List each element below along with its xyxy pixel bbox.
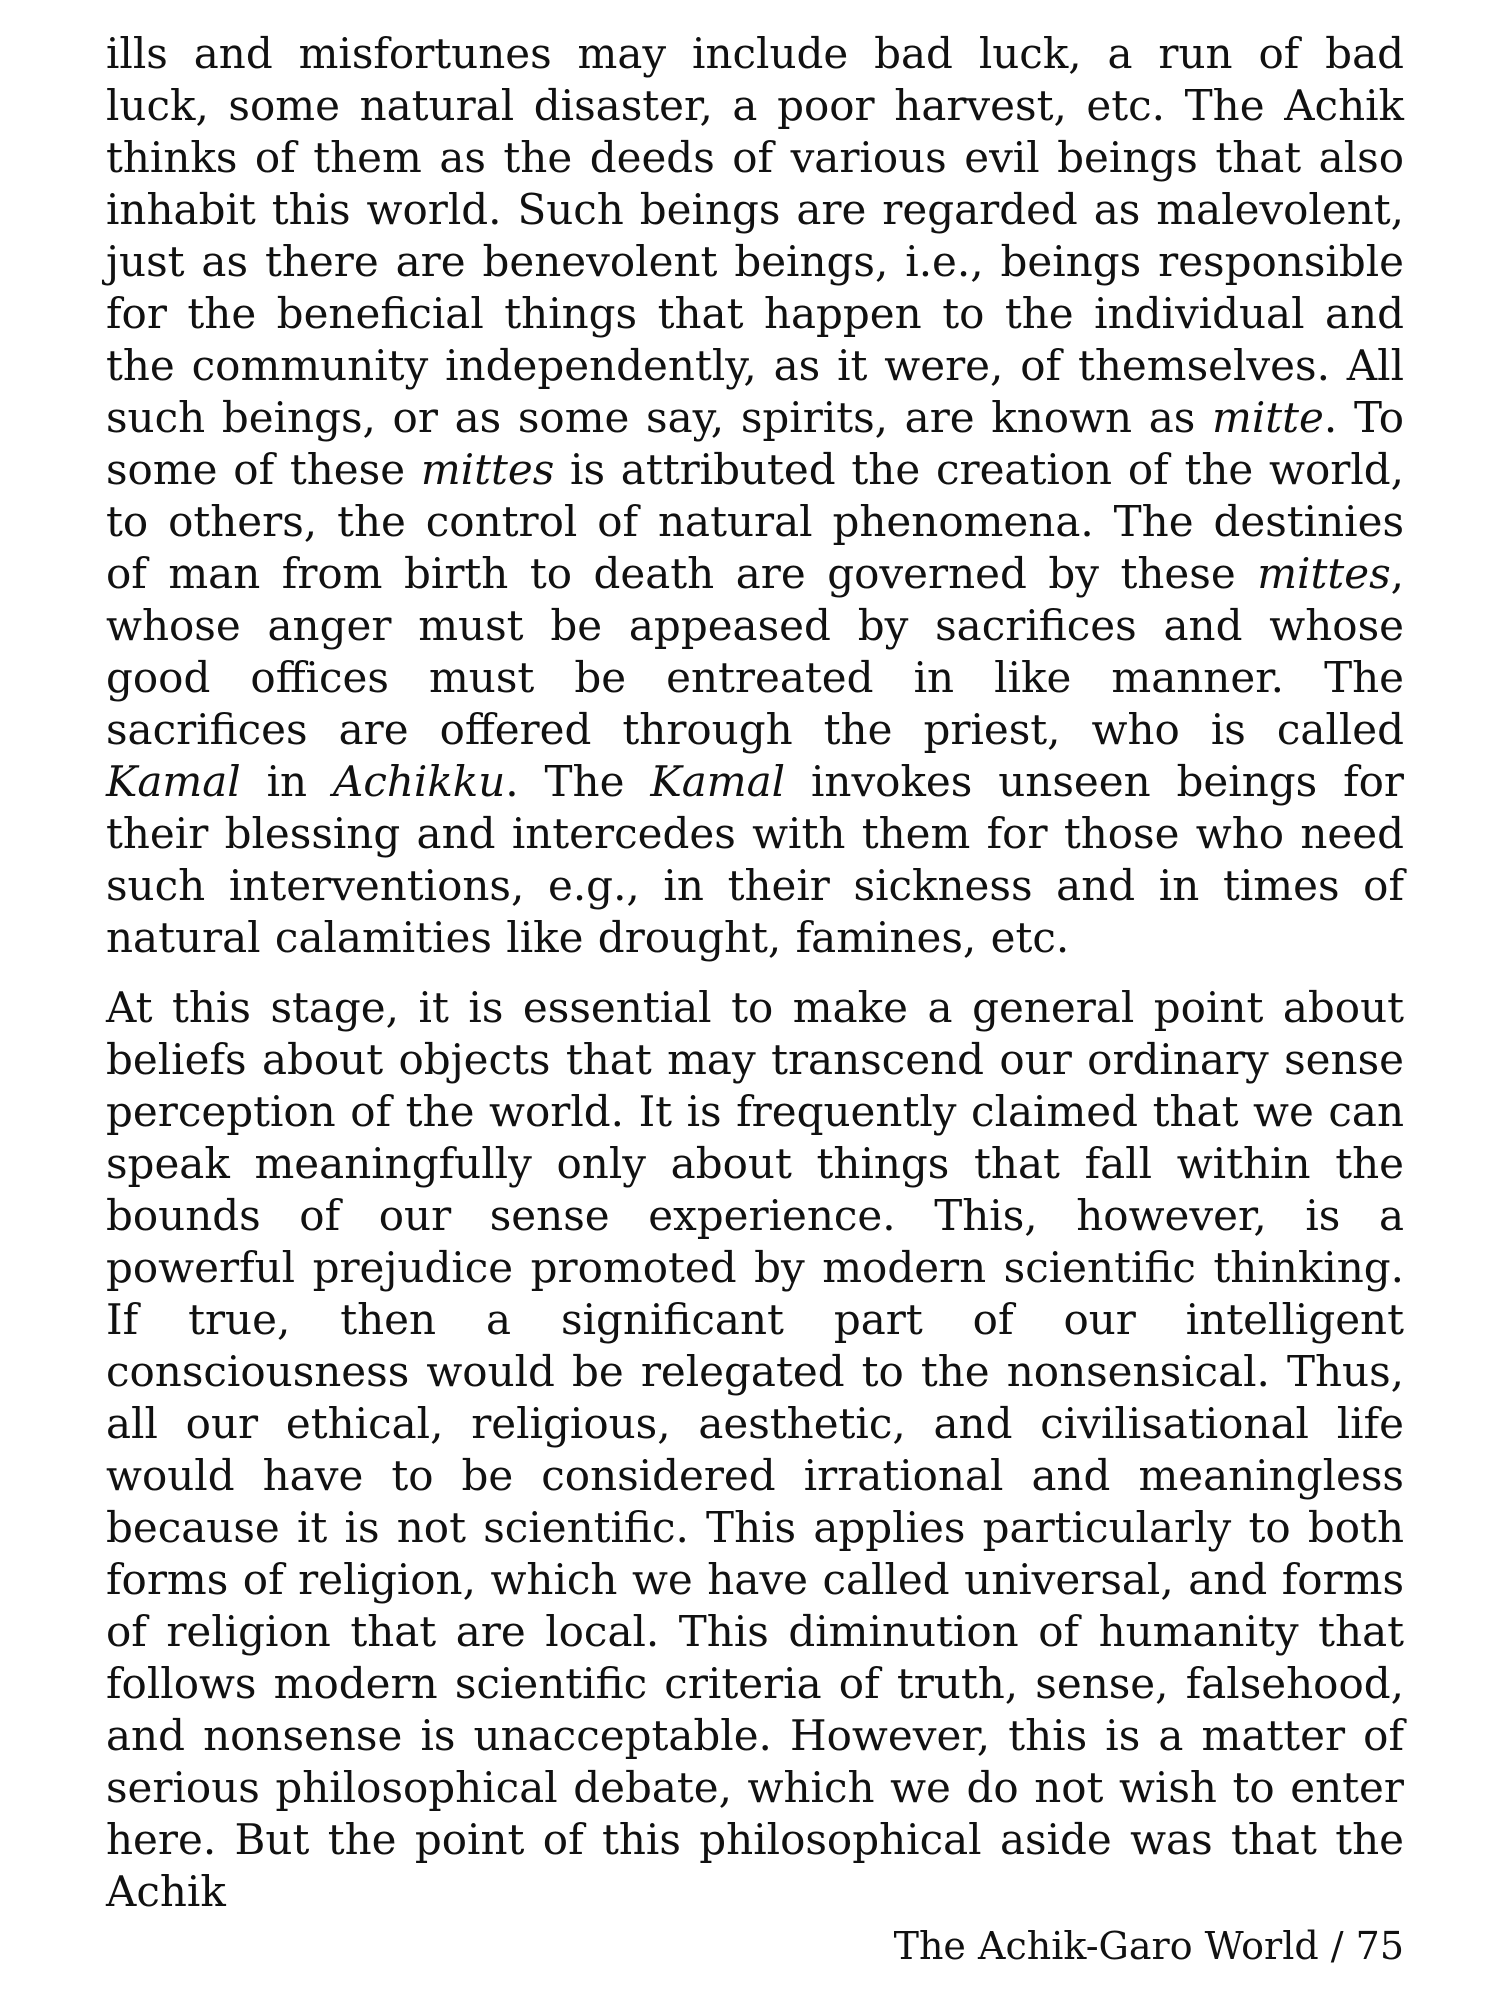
text-run: , whose anger must be appeased by sacrifices and whose good offices must be entreated in like manner. The sacrifices are offered through the priest, who is called <box>106 549 1404 754</box>
text-run: At this stage, it is essential to make a general point about beliefs about objects that may transcend our ordinary sense perception of the world. It is frequently claimed that we can speak meaningfully only about things that fall within the bounds of our sense experience. This, however, is a powerful prejudice promoted by modern scientific thinking. If true, then a significant part of our intelligent consciousness would be relegated to the nonsensical. Thus, all our ethical, religious, aesthetic, and civilisational life would have to be considered irrational and meaningless because it is not scientific. This applies particularly to both forms of religion, which we have called universal, and forms of religion that are local. This diminution of humanity that follows modern scientific criteria of truth, sense, falsehood, and nonsense is unacceptable. However, this is a matter of serious philosophical debate, which we do not wish to enter here. But the point of this philosophical aside was that the Achik <box>106 983 1404 1916</box>
text-run: in <box>240 757 333 806</box>
text-run: invokes unseen beings for their blessing and intercedes with them for those who need such interventions, e.g., in their sickness and in times of natural calamities like drought, famines, etc. <box>106 757 1404 962</box>
italic-term-achikku: Achikku <box>333 757 506 806</box>
text-run: is attributed the creation of the world, to others, the control of natural phenomena. The destinies of man from birth to death are governed by these <box>106 445 1404 598</box>
text-run: ills and misfortunes may include bad luck, a run of bad luck, some natural disaster, a poor harvest, etc. The Achik thinks of them as the deeds of various evil beings that also inhabit this world. Such beings are regarded as malevolent, just as there are benevolent beings, i.e., beings responsible for the beneficial things that happen to the individual and the community independently, as it were, of themselves. All such beings, or as some say, spirits, are known as <box>106 29 1404 442</box>
italic-term-mittes: mittes <box>420 445 555 494</box>
italic-term-mitte: mitte <box>1212 393 1324 442</box>
italic-term-mittes: mittes <box>1257 549 1391 598</box>
page-footer-running-title: The Achik-Garo World / 75 <box>893 1924 1404 1968</box>
paragraph-1 <box>106 28 1404 964</box>
text-run: . The <box>505 757 651 806</box>
text-run: . To some of these <box>106 393 1404 494</box>
body-text <box>106 28 1404 1918</box>
paragraph-2 <box>106 982 1404 1918</box>
italic-term-kamal: Kamal <box>650 757 786 806</box>
italic-term-kamal: Kamal <box>106 757 241 806</box>
